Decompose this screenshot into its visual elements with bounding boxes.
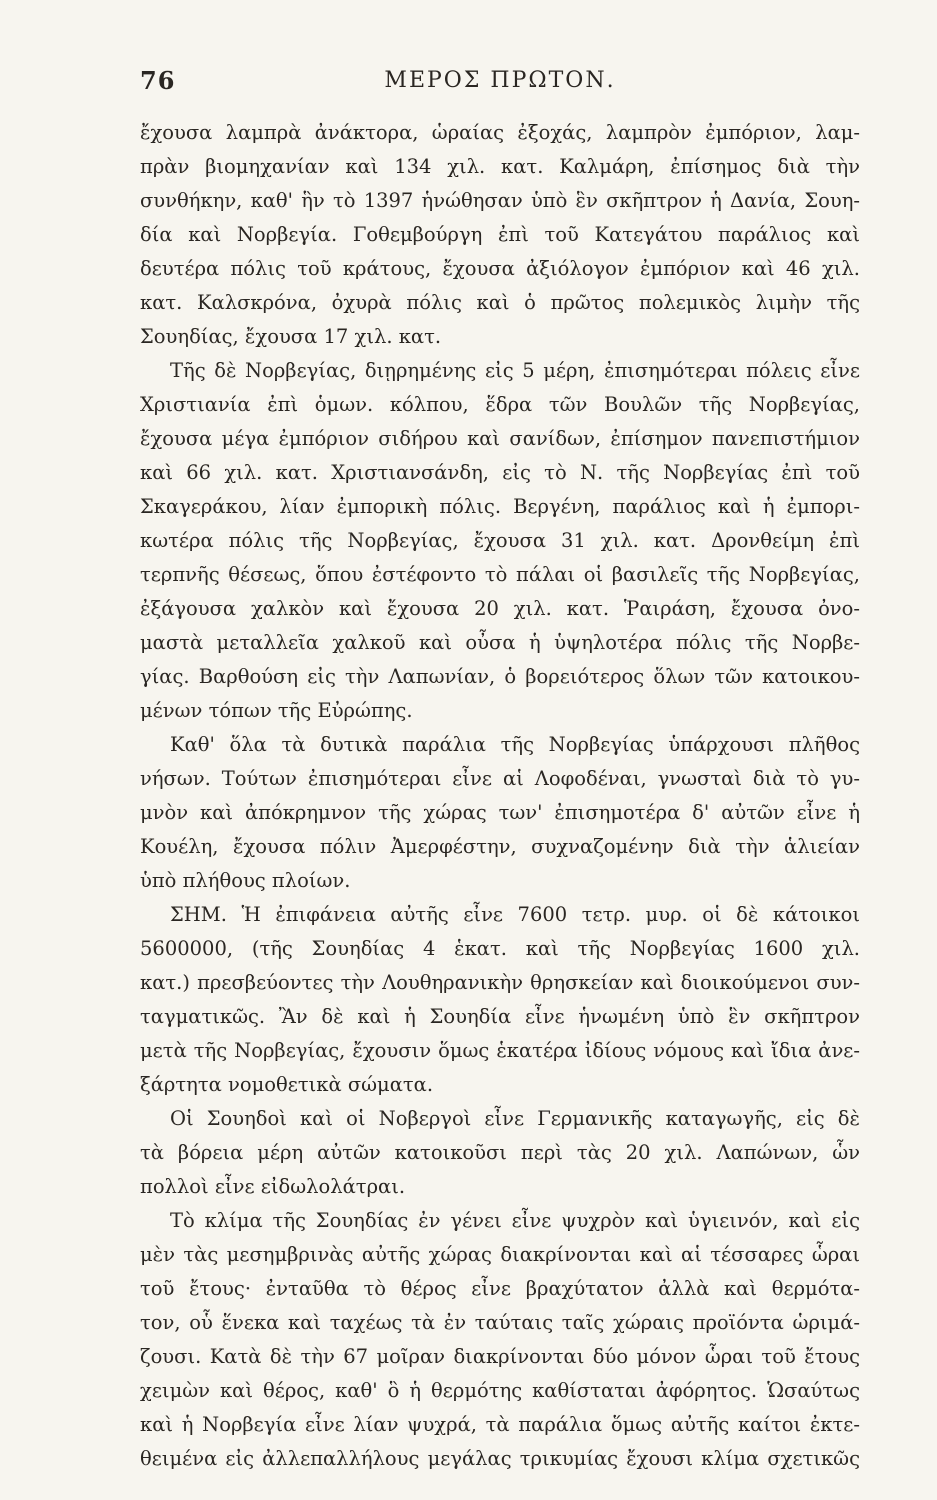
text-line: τον, οὗ ἕνεκα καὶ ταχέως τὰ ἐν ταύταις ταῖς χώραις προϊόντα ὡριμά- <box>140 1311 860 1334</box>
body-text <box>140 116 860 1476</box>
text-line: ἔχουσα μέγα ἐμπόριον σιδήρου καὶ σανίδων, ἐπίσημον πανεπιστήμιον <box>140 427 860 450</box>
text-line: πολλοὶ εἶνε εἰδωλολάτραι. <box>140 1175 406 1198</box>
text-line: καὶ ἡ Νορβεγία εἶνε λίαν ψυχρά, τὰ παράλια ὅμως αὐτῆς καίτοι ἐκτε- <box>140 1413 860 1436</box>
text-line: Οἱ Σουηδοὶ καὶ οἱ Νοβεργοὶ εἶνε Γερμανικῆς καταγωγῆς, εἰς δὲ <box>170 1107 860 1130</box>
text-line: δία καὶ Νορβεγία. Γοθεμβούργη ἐπὶ τοῦ Κατεγάτου παράλιος καὶ <box>140 223 860 246</box>
text-line: ζουσι. Κατὰ δὲ τὴν 67 μοῖραν διακρίνονται δύο μόνον ὧραι τοῦ ἔτους <box>140 1345 860 1368</box>
text-line: ὑπὸ πλήθους πλοίων. <box>140 869 351 892</box>
text-line: μετὰ τῆς Νορβεγίας, ἔχουσιν ὅμως ἑκατέρα ἰδίους νόμους καὶ ἴδια ἀνε- <box>140 1039 860 1062</box>
text-line: ἐξάγουσα χαλκὸν καὶ ἔχουσα 20 χιλ. κατ. Ῥαιράση, ἔχουσα ὀνο- <box>140 597 860 620</box>
text-line: μαστὰ μεταλλεῖα χαλκοῦ καὶ οὖσα ἡ ὑψηλοτέρα πόλις τῆς Νορβε- <box>140 631 860 654</box>
text-line: καὶ 66 χιλ. κατ. Χριστιανσάνδη, εἰς τὸ Ν. τῆς Νορβεγίας ἐπὶ τοῦ <box>140 461 860 484</box>
text-line: δευτέρα πόλις τοῦ κράτους, ἔχουσα ἀξιόλογον ἐμπόριον καὶ 46 χιλ. <box>140 257 860 280</box>
text-line: νήσων. Τούτων ἐπισημότεραι εἶνε αἱ Λοφοδέναι, γνωσταὶ διὰ τὸ γυ- <box>140 767 860 790</box>
text-line: Τῆς δὲ Νορβεγίας, διῃρημένης εἰς 5 μέρη, ἐπισημότεραι πόλεις εἶνε <box>170 359 860 382</box>
text-line: τερπνῆς θέσεως, ὅπου ἐστέφοντο τὸ πάλαι οἱ βασιλεῖς τῆς Νορβεγίας, <box>140 563 860 586</box>
text-line: Χριστιανία ἐπὶ ὁμων. κόλπου, ἕδρα τῶν Βουλῶν τῆς Νορβεγίας, <box>140 393 860 416</box>
text-line: γίας. Βαρθούση εἰς τὴν Λαπωνίαν, ὁ βορειότερος ὅλων τῶν κατοικου- <box>140 665 860 688</box>
text-line: πρὰν βιομηχανίαν καὶ 134 χιλ. κατ. Καλμάρη, ἐπίσημος διὰ τὴν <box>140 155 860 178</box>
running-title: ΜΕΡΟΣ ΠΡΩΤΟΝ. <box>384 68 616 93</box>
text-line: Σουηδίας, ἔχουσα 17 χιλ. κατ. <box>140 325 442 348</box>
text-line: κατ.) πρεσβεύοντες τὴν Λουθηρανικὴν θρησκείαν καὶ διοικούμενοι συν- <box>140 971 860 994</box>
page-header <box>140 66 860 102</box>
text-line: θειμένα εἰς ἀλλεπαλλήλους μεγάλας τρικυμίας ἔχουσι κλίμα σχετικῶς <box>140 1447 860 1470</box>
text-line: ἔχουσα λαμπρὰ ἀνάκτορα, ὡραίας ἐξοχάς, λαμπρὸν ἐμπόριον, λαμ- <box>140 121 860 144</box>
text-line: κατ. Καλσκρόνα, ὀχυρὰ πόλις καὶ ὁ πρῶτος πολεμικὸς λιμὴν τῆς <box>140 291 860 314</box>
text-line: Κουέλη, ἔχουσα πόλιν Ἀμερφέστην, συχναζομένην διὰ τὴν ἁλιείαν <box>140 835 860 858</box>
text-line: τὰ βόρεια μέρη αὐτῶν κατοικοῦσι περὶ τὰς 20 χιλ. Λαπώνων, ὧν <box>140 1141 860 1164</box>
text-line: τοῦ ἔτους· ἐνταῦθα τὸ θέρος εἶνε βραχύτατον ἀλλὰ καὶ θερμότα- <box>140 1277 860 1300</box>
text-line: Σκαγεράκου, λίαν ἐμπορικὴ πόλις. Βεργένη, παράλιος καὶ ἡ ἐμπορι- <box>140 495 860 518</box>
text-line: ξάρτητα νομοθετικὰ σώματα. <box>140 1073 434 1096</box>
text-line: Καθ' ὅλα τὰ δυτικὰ παράλια τῆς Νορβεγίας ὑπάρχουσι πλῆθος <box>170 733 860 756</box>
text-line: μνὸν καὶ ἀπόκρημνον τῆς χώρας των' ἐπισημοτέρα δ' αὐτῶν εἶνε ἡ <box>140 801 860 824</box>
page-number: 76 <box>140 66 176 95</box>
text-line: ταγματικῶς. Ἂν δὲ καὶ ἡ Σουηδία εἶνε ἡνωμένη ὑπὸ ἓν σκῆπτρον <box>140 1005 860 1028</box>
text-line: Τὸ κλίμα τῆς Σουηδίας ἐν γένει εἶνε ψυχρὸν καὶ ὑγιεινόν, καὶ εἰς <box>170 1209 860 1232</box>
text-line: μένων τόπων τῆς Εὐρώπης. <box>140 699 413 722</box>
text-line: χειμὼν καὶ θέρος, καθ' ὃ ἡ θερμότης καθίσταται ἀφόρητος. Ὡσαύτως <box>140 1379 860 1402</box>
text-line: κωτέρα πόλις τῆς Νορβεγίας, ἔχουσα 31 χιλ. κατ. Δρονθείμη ἐπὶ <box>140 529 860 552</box>
text-line: μὲν τὰς μεσημβρινὰς αὐτῆς χώρας διακρίνονται καὶ αἱ τέσσαρες ὧραι <box>140 1243 860 1266</box>
text-line: ΣΗΜ. Ἡ ἐπιφάνεια αὐτῆς εἶνε 7600 τετρ. μυρ. οἱ δὲ κάτοικοι <box>170 903 860 926</box>
text-line: συνθήκην, καθ' ἣν τὸ 1397 ἡνώθησαν ὑπὸ ἓν σκῆπτρον ἡ Δανία, Σουη- <box>140 189 860 212</box>
text-line: 5600000, (τῆς Σουηδίας 4 ἑκατ. καὶ τῆς Νορβεγίας 1600 χιλ. <box>140 937 860 960</box>
